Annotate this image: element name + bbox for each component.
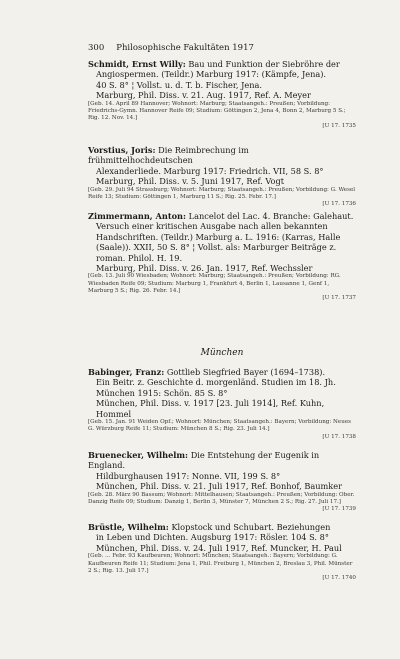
entry-catalog-number: [U 17. 1735: [322, 122, 356, 129]
entry-catalog-number: [U 17. 1736: [322, 201, 356, 208]
bibliography-entry: [88, 59, 356, 129]
entry-title-line: [88, 211, 356, 221]
entry-dissertation: Marburg, Phil. Diss. v. 21. Aug. 1917, Ref. A. Meyer: [96, 90, 311, 101]
entry-title-text: Bau und Funktion der Siebröhre der: [188, 59, 340, 69]
entry-biographical-note: [Geb. ... Febr. 93 Kaufbeuren; Wohnort: München; Staatsangeh.: Bayern; Vorbildung: G. Kaufbeuren Reife 11; Studium: Jena 1, Phil. Freiburg 1, München 2, Breslau 3, Phil. Münster 2 S.; Rig. 13. Juli 17.]: [88, 553, 353, 574]
bibliography-entry: [88, 450, 356, 512]
entry-line: Hildburghausen 1917: Nonne. VII, 199 S. 8°: [96, 470, 281, 481]
entry-author: Zimmermann, Anton:: [88, 211, 187, 221]
entry-title-text: Gottlieb Siegfried Bayer (1694–1738).: [166, 367, 326, 377]
entry-title-text: Die Entstehung der Eugenik in England.: [88, 450, 320, 471]
entry-author: Brüstle, Wilhelm:: [88, 522, 169, 532]
section-title: München: [200, 348, 244, 358]
entry-author: Bruenecker, Wilhelm:: [88, 450, 189, 460]
bibliography-entry: [88, 522, 356, 581]
entry-catalog-number: [U 17. 1740: [322, 575, 356, 582]
entry-title-line: [88, 367, 356, 377]
entry-biographical-note: [Geb. 29. Juli 94 Strassburg; Wohnort: Marburg; Staatsangeh.: Preußen; Vorbildung: G. Wesel Reife 13; Studium: Göttingen 1, Marburg 11 S.; Rig. 25. Febr. 17.]: [88, 186, 356, 200]
entry-dissertation: Marburg, Phil. Diss. v. 5. Juni 1917, Ref. Vogt: [96, 176, 285, 187]
entry-line: 40 S. 8° ¦ Vollst. u. d. T. b. Fischer, Jena.: [96, 79, 262, 90]
entry-author: Babinger, Franz:: [88, 367, 165, 377]
bibliography-entry: [88, 367, 356, 440]
entry-dissertation: München, Phil. Diss. v. 1917 [23. Juli 1914], Ref. Kuhn, Hommel: [96, 398, 325, 419]
bibliography-entry: [88, 211, 356, 301]
entry-author: Vorstius, Joris:: [88, 145, 156, 155]
entry-catalog-number: [U 17. 1737: [322, 295, 356, 302]
entry-title-line: [88, 522, 356, 532]
running-title: Philosophische Fakultäten 1917: [116, 43, 254, 53]
entry-line: Angiospermen. (Teildr.) Marburg 1917: (Kämpfe, Jena).: [96, 69, 327, 80]
entry-line: Ein Beitr. z. Geschichte d. morgenländ. Studien im 18. Jh.: [96, 377, 336, 388]
entry-dissertation: München, Phil. Diss. v. 21. Juli 1917, Ref. Bonhof, Baumker: [96, 481, 343, 492]
page-number: 300: [88, 43, 105, 53]
entry-biographical-note: [Geb. 13. Juli 90 Wiesbaden; Wohnort: Marburg; Staatsangeh.: Preußen; Vorbildung: RG. Wiesbaden Reife 09; Studium: Marburg 1, Frankfurt 4, Berlin 1, Lausanne 1, Genf 1, Marburg 5 S.; Rig. 26. Febr. 14.]: [88, 273, 341, 295]
entry-author: Schmidt, Ernst Willy:: [88, 59, 186, 69]
entry-title-line: [88, 450, 356, 471]
page-header: [88, 43, 353, 53]
entry-title-text: Lancelot del Lac. 4. Branche: Galehaut.: [188, 211, 354, 221]
entry-dissertation: München, Phil. Diss. v. 24. Juli 1917, Ref. Muncker, H. Paul: [96, 542, 342, 553]
entry-dissertation: Marburg, Phil. Diss. v. 26. Jan. 1917, Ref. Wechssler: [96, 263, 313, 274]
entry-biographical-note: [Geb. 14. April 89 Hannover; Wohnort: Marburg; Staatsangeh.: Preußen; Vorbildung: Friedrichs-Gymn. Hannover Reife 09; Studium: Göttingen 2, Jena 4, Bonn 2, Marburg 5 S.; Rig. 12. Nov. 14.]: [88, 100, 346, 122]
entry-title-line: [88, 145, 356, 166]
entry-title-text: Klopstock und Schubart. Beziehungen: [171, 522, 331, 532]
entry-biographical-note: [Geb. 15. Jan. 91 Weiden Opf.; Wohnort: München; Staatsangeh.: Bayern; Vorbildung: Neues G. Würzburg Reife 11; Studium: München 8 S.; Rig. 23. Juli 14.]: [88, 419, 352, 433]
entry-title-line: [88, 59, 356, 69]
entry-catalog-number: [U 17. 1738: [322, 433, 356, 440]
entry-line: in Leben und Dichten. Augsburg 1917: Rösler. 104 S. 8°: [96, 532, 329, 543]
entry-line: Alexanderliede. Marburg 1917: Friedrich. VII, 58 S. 8°: [96, 165, 324, 176]
entry-title-text: Die Reimbrechung im frühmittelhochdeutschen: [88, 145, 249, 166]
entry-line: München 1915: Schön. 85 S. 8°: [96, 387, 228, 398]
entry-catalog-number: [U 17. 1739: [322, 506, 356, 513]
entry-line: Versuch einer kritischen Ausgabe nach allen bekannten Handschriften. (Teildr.) Marburg a. L. 1916: (Karras, Halle (Saale)). XXII, 50 S. 8° ¦ Vollst. als: Marburger Beiträge z. roman. Philol. H. 19.: [96, 221, 341, 263]
bibliography-entry: [88, 145, 356, 207]
entry-biographical-note: [Geb. 28. März 90 Bassum; Wohnort: Mittelhausen; Staatsangeh.: Preußen; Vorbildung: Ober. Danzig Reife 09; Studium: Danzig 1, Berlin 3, Münster 7, München 2 S.; Rig. 27. Juli 17.]: [88, 491, 355, 505]
